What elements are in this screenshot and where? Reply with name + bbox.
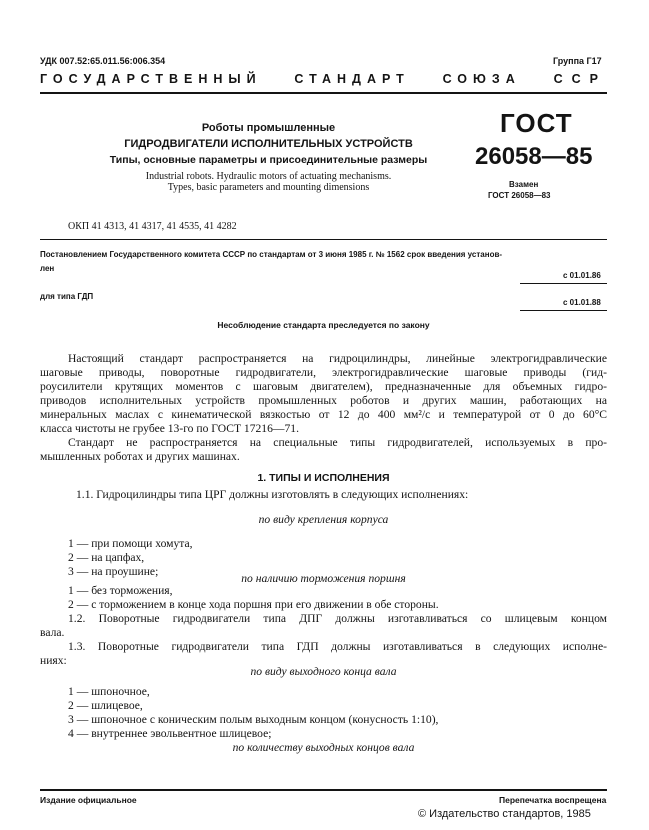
title-english-1: Industrial robots. Hydraulic motors of actuating mechanisms.	[145, 171, 392, 182]
compliance-notice: Несоблюдение стандарта преследуется по закону	[217, 320, 430, 330]
replaces-standard: ГОСТ 26058—83	[488, 191, 551, 200]
subhead-mounting: по виду крепления корпуса	[258, 513, 389, 526]
intro-line-2: шаговые приводы, поворотные гидродвигатели, электрогидравлические шаговые приводы (гид-	[40, 366, 607, 379]
subhead-braking: по наличию торможения поршня	[241, 572, 406, 585]
clause-1-1: 1.1. Гидроцилиндры типа ЦРГ должны изготовлять в следующих исполнениях:	[76, 488, 469, 501]
effective-date-2: с 01.01.88	[563, 298, 601, 307]
title-line-2: ГИДРОДВИГАТЕЛИ ИСПОЛНИТЕЛЬНЫХ УСТРОЙСТВ	[124, 138, 413, 150]
mount-item-2: 2 — на цапфах,	[68, 551, 145, 564]
intro-line-5: минеральных маслах с кинематической вязкостью от 12 до 400 мм²/с и температурой от 0 до 60°С	[40, 408, 607, 421]
footer-rule	[40, 789, 607, 791]
banner-word-2: СТАНДАРТ	[294, 72, 410, 86]
udk-code: УДК 007.52:65.011.56:006.354	[40, 56, 166, 66]
group-code: Группа Г17	[553, 56, 602, 66]
clause-1-2-line-1: 1.2. Поворотные гидродвигатели типа ДПГ должны изготавливаться со шлицевым концом	[68, 612, 607, 625]
shaft-item-3: 3 — шпоночное с коническим полым выходным концом (конусность 1:10),	[68, 713, 439, 726]
intro-line-6: класса чистоты не грубее 13-го по ГОСТ 17216—71.	[40, 422, 299, 435]
shaft-item-1: 1 — шпоночное,	[68, 685, 150, 698]
shaft-item-2: 2 — шлицевое,	[68, 699, 143, 712]
scope-line-2: мышленных роботах и других машинах.	[40, 450, 240, 463]
subhead-shaft-count: по количеству выходных концов вала	[232, 741, 415, 754]
okp-codes: ОКП 41 4313, 41 4317, 41 4535, 41 4282	[68, 221, 237, 232]
intro-line-4: приводов исполнительных устройств промышленных роботов и других машин, работающих на	[40, 394, 607, 407]
brake-item-1: 1 — без торможения,	[68, 584, 173, 597]
okp-rule	[40, 239, 607, 240]
title-line-1: Роботы промышленные	[201, 122, 336, 134]
clause-1-3-line-2: ниях:	[40, 654, 67, 667]
title-line-3: Типы, основные параметры и присоединительные размеры	[109, 154, 428, 166]
decree-line-2: лен	[40, 264, 55, 273]
intro-line-3: роусилители крутящих моментов с шаговым двигателем), предназначенные для объемных гидро-	[40, 380, 607, 393]
banner-word-1: ГОСУДАРСТВЕННЫЙ	[40, 72, 262, 86]
mount-item-1: 1 — при помощи хомута,	[68, 537, 193, 550]
effective-date-1: с 01.01.86	[563, 271, 601, 280]
gdp-type-label: для типа ГДП	[40, 292, 94, 301]
shaft-item-4: 4 — внутреннее эвольвентное шлицевое;	[68, 727, 272, 740]
official-edition-label: Издание официальное	[40, 795, 137, 805]
section-1-heading: 1. ТИПЫ И ИСПОЛНЕНИЯ	[257, 472, 390, 484]
date-1-rule	[520, 283, 607, 284]
header-rule	[40, 92, 607, 94]
clause-1-3-line-1: 1.3. Поворотные гидродвигатели типа ГДП должны изготавливаться в следующих исполне-	[68, 640, 607, 653]
title-english-2: Types, basic parameters and mounting dimensions	[167, 182, 370, 193]
state-standard-banner	[40, 72, 607, 86]
brake-item-2: 2 — с торможением в конце хода поршня при его движении в обе стороны.	[68, 598, 439, 611]
reprint-prohibited-label: Перепечатка воспрещена	[499, 795, 607, 805]
subhead-shaft-end: по виду выходного конца вала	[250, 665, 397, 678]
mount-item-3: 3 — на проушине;	[68, 565, 159, 578]
copyright-line: © Издательство стандартов, 1985	[418, 808, 591, 820]
gost-number: 26058—85	[475, 143, 593, 170]
clause-1-2-line-2: вала.	[40, 626, 65, 639]
decree-line-1: Постановлением Государственного комитета СССР по стандартам от 3 июня 1985 г. № 1562 срок введения установ-	[40, 250, 503, 259]
intro-line-1: Настоящий стандарт распространяется на гидроцилиндры, линейные электрогидравлические	[68, 352, 607, 365]
gost-label: ГОСТ	[500, 108, 573, 138]
banner-word-4: ССР	[553, 72, 607, 86]
scope-line-1: Стандарт не распространяется на специальные типы гидродвигателей, используемых в про-	[68, 436, 607, 449]
date-2-rule	[520, 310, 607, 311]
replaces-label: Взамен	[509, 180, 539, 189]
banner-word-3: СОЮЗА	[442, 72, 521, 86]
